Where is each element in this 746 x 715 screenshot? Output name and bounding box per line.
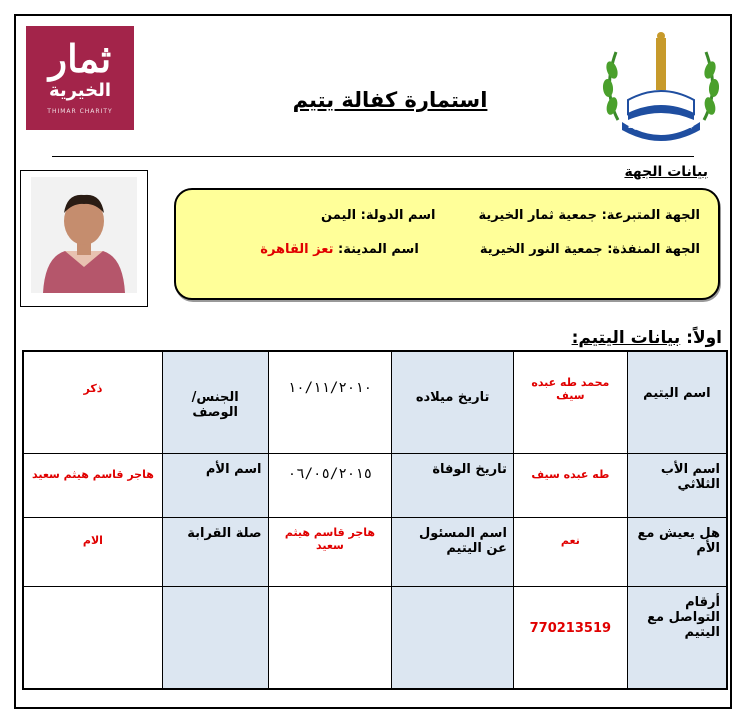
alnoor-caption: جمعية النور الخيرية [627, 122, 695, 130]
thimar-logo-subtext: الخيرية [48, 80, 112, 101]
orphan-photo [20, 170, 148, 307]
father-name-value: طه عبده سيف [513, 454, 627, 518]
orphan-photo-icon [21, 171, 147, 306]
thimar-logo-english: THIMAR CHARITY [47, 108, 113, 115]
executor-value: جمعية النور الخيرية [479, 242, 603, 257]
country-value: اليمن [321, 208, 357, 223]
orphan-section-header [572, 328, 722, 348]
country-label: اسم الدولة: [360, 208, 436, 223]
orphan-data-table [22, 350, 728, 690]
table-row [23, 351, 727, 454]
birth-date-label: تاريخ ميلاده [392, 351, 514, 454]
donor-label: الجهة المتبرعة: [601, 208, 700, 223]
orphan-section-prefix: اولاً: [686, 328, 722, 348]
lives-with-mother-value: نعم [513, 518, 627, 586]
guardian-name-label: اسم المسئول عن اليتيم [392, 518, 514, 586]
table-row [23, 454, 727, 518]
city-value: تعز القاهرة [260, 242, 334, 257]
empty-value-cell [268, 586, 392, 689]
gender-value: ذكر [23, 351, 162, 454]
mother-name-label: اسم الأم [162, 454, 268, 518]
contact-label: أرقام التواصل مع اليتيم [627, 586, 727, 689]
page-title: استمارة كفالة يتيم [292, 88, 488, 112]
death-date-label: تاريخ الوفاة [392, 454, 514, 518]
table-row [23, 586, 727, 689]
empty-value-cell [23, 586, 162, 689]
mother-name-value: هاجر قاسم هيثم سعيد [23, 454, 162, 518]
lives-with-mother-label: هل يعيش مع الأم [627, 518, 727, 586]
executor-label: الجهة المنفذة: [607, 242, 700, 257]
empty-label-cell [162, 586, 268, 689]
entity-info-box [174, 188, 720, 300]
thimar-logo-text: ثمار [48, 36, 112, 81]
guardian-name-value: هاجر قاسم هيثم سعيد [268, 518, 392, 586]
gender-label: الجنس/ الوصف [162, 351, 268, 454]
relation-label: صلة القرابة [162, 518, 268, 586]
thimar-logo [26, 26, 134, 130]
orphan-name-value: محمد طه عبده سيف [513, 351, 627, 454]
alnoor-logo-icon [598, 30, 724, 148]
executor-row [260, 242, 700, 257]
orphan-name-label: اسم اليتيم [627, 351, 727, 454]
empty-label-cell [392, 586, 514, 689]
city-label: اسم المدينة: [338, 242, 419, 257]
alnoor-logo [598, 30, 724, 148]
father-name-label: اسم الأب الثلاثي [627, 454, 727, 518]
donor-row [321, 208, 700, 223]
divider [52, 156, 694, 157]
birth-date-value: ١٠/١١/٢٠١٠ [268, 351, 392, 454]
donor-value: جمعية ثمار الخيرية [478, 208, 598, 223]
death-date-value: ٠٦/٠٥/٢٠١٥ [268, 454, 392, 518]
relation-value: الام [23, 518, 162, 586]
entity-section-header: بيانات الجهة [624, 164, 708, 180]
table-row [23, 518, 727, 586]
orphan-section-title: بيانات اليتيم: [571, 328, 681, 348]
contact-value: 770213519 [513, 586, 627, 689]
